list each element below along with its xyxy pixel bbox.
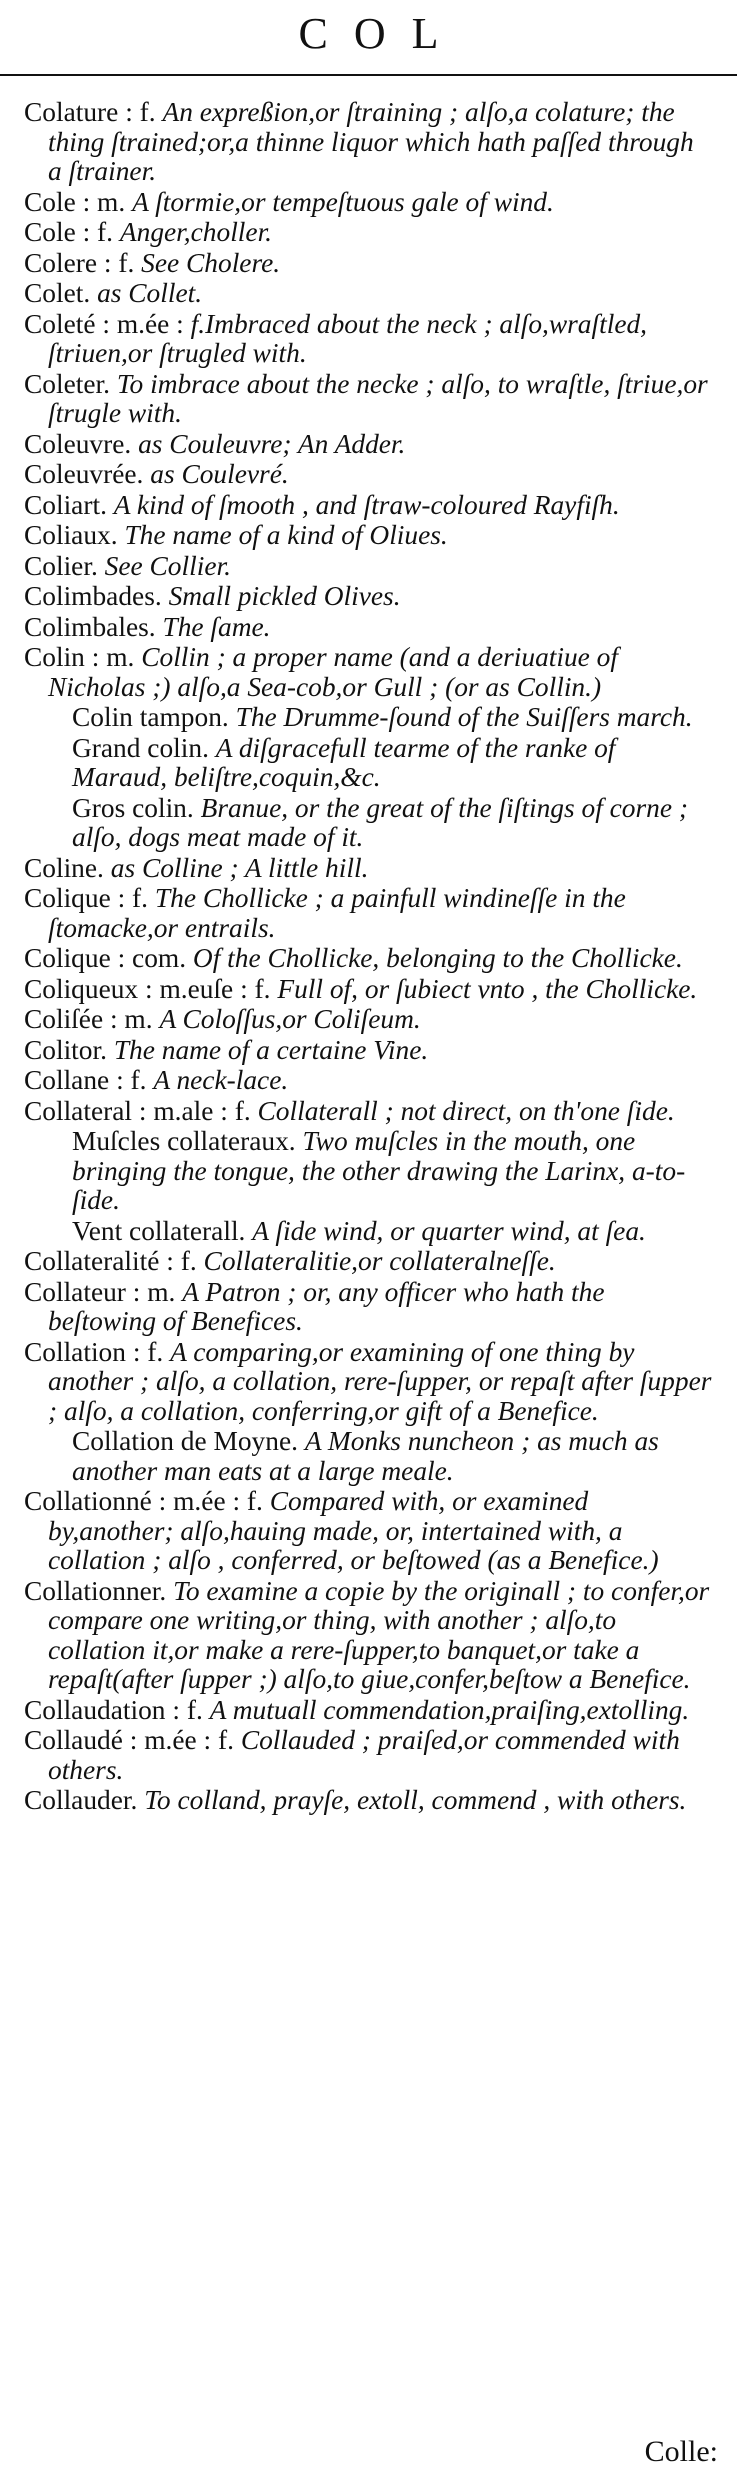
entry-headword: Collateur — [24, 1276, 126, 1307]
entry-definition: Collin ; a proper name (and a deriuatiue of Nicholas ;) alſo,a Sea-cob,or Gull ; (or as Collin.) — [48, 642, 618, 702]
entry-grammar: : m.euſe : f. — [144, 973, 271, 1004]
entry-grammar: : f. — [117, 883, 149, 913]
dictionary-entry — [24, 1066, 714, 1096]
dictionary-entry — [24, 370, 714, 429]
dictionary-entry — [24, 188, 714, 218]
entry-definition: f.Imbraced about the neck ; alſo,wraſtled, ſtriuen,or ſtrugled with. — [48, 308, 648, 368]
dictionary-entry — [24, 98, 714, 187]
entry-headword: Coline. — [24, 852, 104, 883]
dictionary-entry — [24, 582, 714, 612]
entry-headword: Coleuvrée. — [24, 459, 144, 489]
entry-definition: Two muſcles in the mouth, one bringing the tongue, the other drawing the Larinx, a-to-ſide. — [72, 1126, 686, 1215]
entry-definition: See Cholere. — [141, 247, 281, 278]
entry-definition: A mutuall commendation,praiſing,extolling. — [209, 1694, 690, 1725]
entry-grammar: : m.ée : — [102, 308, 184, 339]
entry-definition: The name of a certaine Vine. — [113, 1034, 429, 1065]
entry-definition: See Collier. — [104, 550, 231, 581]
dictionary-entry — [24, 1036, 714, 1066]
dictionary-entry — [24, 794, 714, 853]
dictionary-entry — [24, 430, 714, 460]
entry-definition: A Monks nuncheon ; as much as another man eats at a large meale. — [72, 1426, 659, 1486]
dictionary-entry — [24, 1577, 714, 1695]
dictionary-entry — [24, 884, 714, 943]
dictionary-entry — [24, 1278, 714, 1337]
dictionary-entry — [24, 1786, 714, 1816]
entry-headword: Coleté — [24, 308, 96, 339]
entry-grammar: : f. — [132, 1336, 164, 1367]
entry-headword: Coleter. — [24, 368, 110, 399]
entry-definition: Collateralitie,or collateralneſſe. — [203, 1246, 556, 1276]
entry-grammar: : f. — [82, 217, 114, 247]
dictionary-entry — [24, 734, 714, 793]
entry-headword: Collane — [24, 1065, 110, 1095]
entry-headword: Vent collaterall. — [72, 1215, 246, 1246]
entry-headword: Gros colin. — [72, 792, 194, 823]
dictionary-entry — [24, 218, 714, 248]
entry-headword: Collaudation — [24, 1694, 166, 1725]
entry-definition: To examine a copie by the originall ; to confer,or compare one writing,or thing, with another ; alſo,to collation it,or make a rere-ſupper,to banquet,or take a repaſt(after ſupper ;) alſo,to giue,confer,beſtow a Benefice. — [48, 1575, 710, 1694]
page-header: COL — [298, 9, 465, 58]
dictionary-entry — [24, 249, 714, 279]
entry-headword: Collationner. — [24, 1575, 167, 1606]
entry-grammar: : m. — [132, 1276, 176, 1307]
entry-definition: To imbrace about the necke ; alſo, to wraſtle, ſtriue,or ſtrugle with. — [48, 368, 708, 428]
entry-definition: A kind of ſmooth , and ſtraw-coloured Rayfiſh. — [113, 489, 620, 520]
entry-headword: Colimbales. — [24, 611, 156, 642]
entry-headword: Colet. — [24, 278, 91, 308]
entry-headword: Coliſée — [24, 1004, 104, 1034]
entry-headword: Collateralité — [24, 1246, 160, 1276]
entry-definition: The Drumme-ſound of the Suiſſers march. — [235, 702, 693, 732]
entry-definition: Collaterall ; not direct, on th'one ſide. — [257, 1095, 675, 1126]
dictionary-entry — [24, 643, 714, 702]
entry-headword: Collationné — [24, 1486, 152, 1516]
dictionary-entry — [24, 1487, 714, 1576]
entry-grammar: : f. — [116, 1065, 147, 1095]
entry-definition: A Coloſſus,or Coliſeum. — [159, 1004, 421, 1034]
dictionary-entry — [24, 1247, 714, 1277]
entry-grammar: : m.ée : f. — [158, 1486, 263, 1516]
entry-grammar: : m.ée : f. — [129, 1725, 234, 1755]
entry-definition: Small pickled Olives. — [168, 581, 401, 611]
entry-headword: Colature — [24, 97, 119, 127]
entry-definition: The ſame. — [162, 611, 271, 642]
catchword: Colle: — [644, 2435, 718, 2468]
entry-headword: Collaudé — [24, 1725, 123, 1755]
entry-list — [24, 98, 714, 1817]
entry-headword: Colimbades. — [24, 581, 162, 611]
entry-headword: Colin tampon. — [72, 702, 229, 732]
entry-definition: Full of, or ſubiect vnto , the Chollicke. — [277, 973, 698, 1004]
dictionary-entry — [24, 1696, 714, 1726]
dictionary-entry — [24, 703, 714, 733]
entry-definition: Compared with, or examined by,another; alſo,hauing made, or, intertained with, a collation ; alſo , conferred, or beſtowed (as a Benefice.) — [48, 1486, 659, 1575]
header-rule — [0, 74, 737, 76]
dictionary-entry — [24, 1005, 714, 1035]
entry-grammar: : com. — [117, 943, 187, 973]
entry-grammar: : f. — [172, 1694, 203, 1725]
entry-grammar: : f. — [125, 97, 156, 127]
dictionary-entry — [24, 1726, 714, 1785]
dictionary-entry — [24, 279, 714, 309]
entry-headword: Muſcles collateraux. — [72, 1126, 296, 1156]
entry-grammar: : f. — [166, 1246, 197, 1276]
entry-headword: Collation — [24, 1336, 126, 1367]
entry-grammar: : m. — [82, 186, 126, 217]
dictionary-entry — [24, 975, 714, 1005]
entry-definition: A ſide wind, or quarter wind, at ſea. — [252, 1215, 646, 1246]
entry-definition: Collauded ; praiſed,or commended with others. — [48, 1725, 680, 1785]
dictionary-entry — [24, 1127, 714, 1216]
dictionary-entry — [24, 552, 714, 582]
entry-definition: A diſgracefull tearme of the ranke of Maraud, beliſtre,coquin,&c. — [72, 732, 616, 792]
entry-headword: Colique — [24, 883, 111, 913]
entry-definition: as Colline ; A little hill. — [110, 852, 369, 883]
dictionary-entry — [24, 1097, 714, 1127]
entry-headword: Colier. — [24, 550, 98, 581]
entry-headword: Coleuvre. — [24, 428, 132, 459]
entry-definition: as Coulevré. — [150, 459, 289, 489]
dictionary-entry — [24, 613, 714, 643]
dictionary-entry — [24, 1217, 714, 1247]
dictionary-entry — [24, 1427, 714, 1486]
entry-definition: A ſtormie,or tempeſtuous gale of wind. — [132, 186, 554, 217]
dictionary-entry — [24, 491, 714, 521]
entry-definition: An expreßion,or ſtraining ; alſo,a colature; the thing ſtrained;or,a thinne liquor which hath paſſed through a ſtrainer. — [48, 97, 694, 186]
entry-headword: Colique — [24, 943, 111, 973]
entry-definition: as Collet. — [97, 278, 203, 308]
entry-headword: Colitor. — [24, 1034, 107, 1065]
entry-definition: To colland, prayſe, extoll, commend , with others. — [144, 1785, 687, 1815]
entry-headword: Coliart. — [24, 489, 107, 520]
entry-headword: Cole — [24, 217, 76, 247]
entry-definition: A comparing,or examining of one thing by another ; alſo, a collation, rere-ſupper, or repaſt after ſupper ; alſo, a collation, conferring,or gift of a Benefice. — [48, 1336, 712, 1426]
entry-headword: Collateral — [24, 1095, 132, 1126]
entry-headword: Collauder. — [24, 1785, 138, 1815]
entry-definition: The Chollicke ; a painfull windineſſe in the ſtomacke,or entrails. — [48, 883, 626, 943]
entry-grammar: : m.ale : f. — [138, 1095, 251, 1126]
entry-grammar: : f. — [103, 247, 135, 278]
entry-headword: Colere — [24, 247, 98, 278]
entry-grammar: : m. — [91, 642, 135, 672]
dictionary-entry — [24, 944, 714, 974]
entry-definition: Anger,choller. — [119, 217, 273, 247]
entry-headword: Grand colin. — [72, 732, 209, 763]
entry-definition: Branue, or the great of the ſiſtings of corne ; alſo, dogs meat made of it. — [72, 792, 688, 852]
dictionary-entry — [24, 854, 714, 884]
dictionary-entry — [24, 521, 714, 551]
entry-definition: A Patron ; or, any officer who hath the beſtowing of Benefices. — [48, 1276, 605, 1336]
entry-headword: Cole — [24, 186, 76, 217]
entry-definition: Of the Chollicke, belonging to the Chollicke. — [192, 943, 683, 973]
entry-definition: A neck-lace. — [153, 1065, 289, 1095]
entry-definition: as Couleuvre; An Adder. — [138, 428, 406, 459]
dictionary-entry — [24, 460, 714, 490]
dictionary-entry — [24, 310, 714, 369]
entry-grammar: : m. — [109, 1004, 153, 1034]
entry-headword: Colin — [24, 642, 85, 672]
dictionary-entry — [24, 1338, 714, 1427]
entry-headword: Coliaux. — [24, 520, 118, 550]
entry-headword: Collation de Moyne. — [72, 1426, 298, 1456]
entry-definition: The name of a kind of Oliues. — [124, 520, 448, 550]
entry-headword: Coliqueux — [24, 973, 139, 1004]
